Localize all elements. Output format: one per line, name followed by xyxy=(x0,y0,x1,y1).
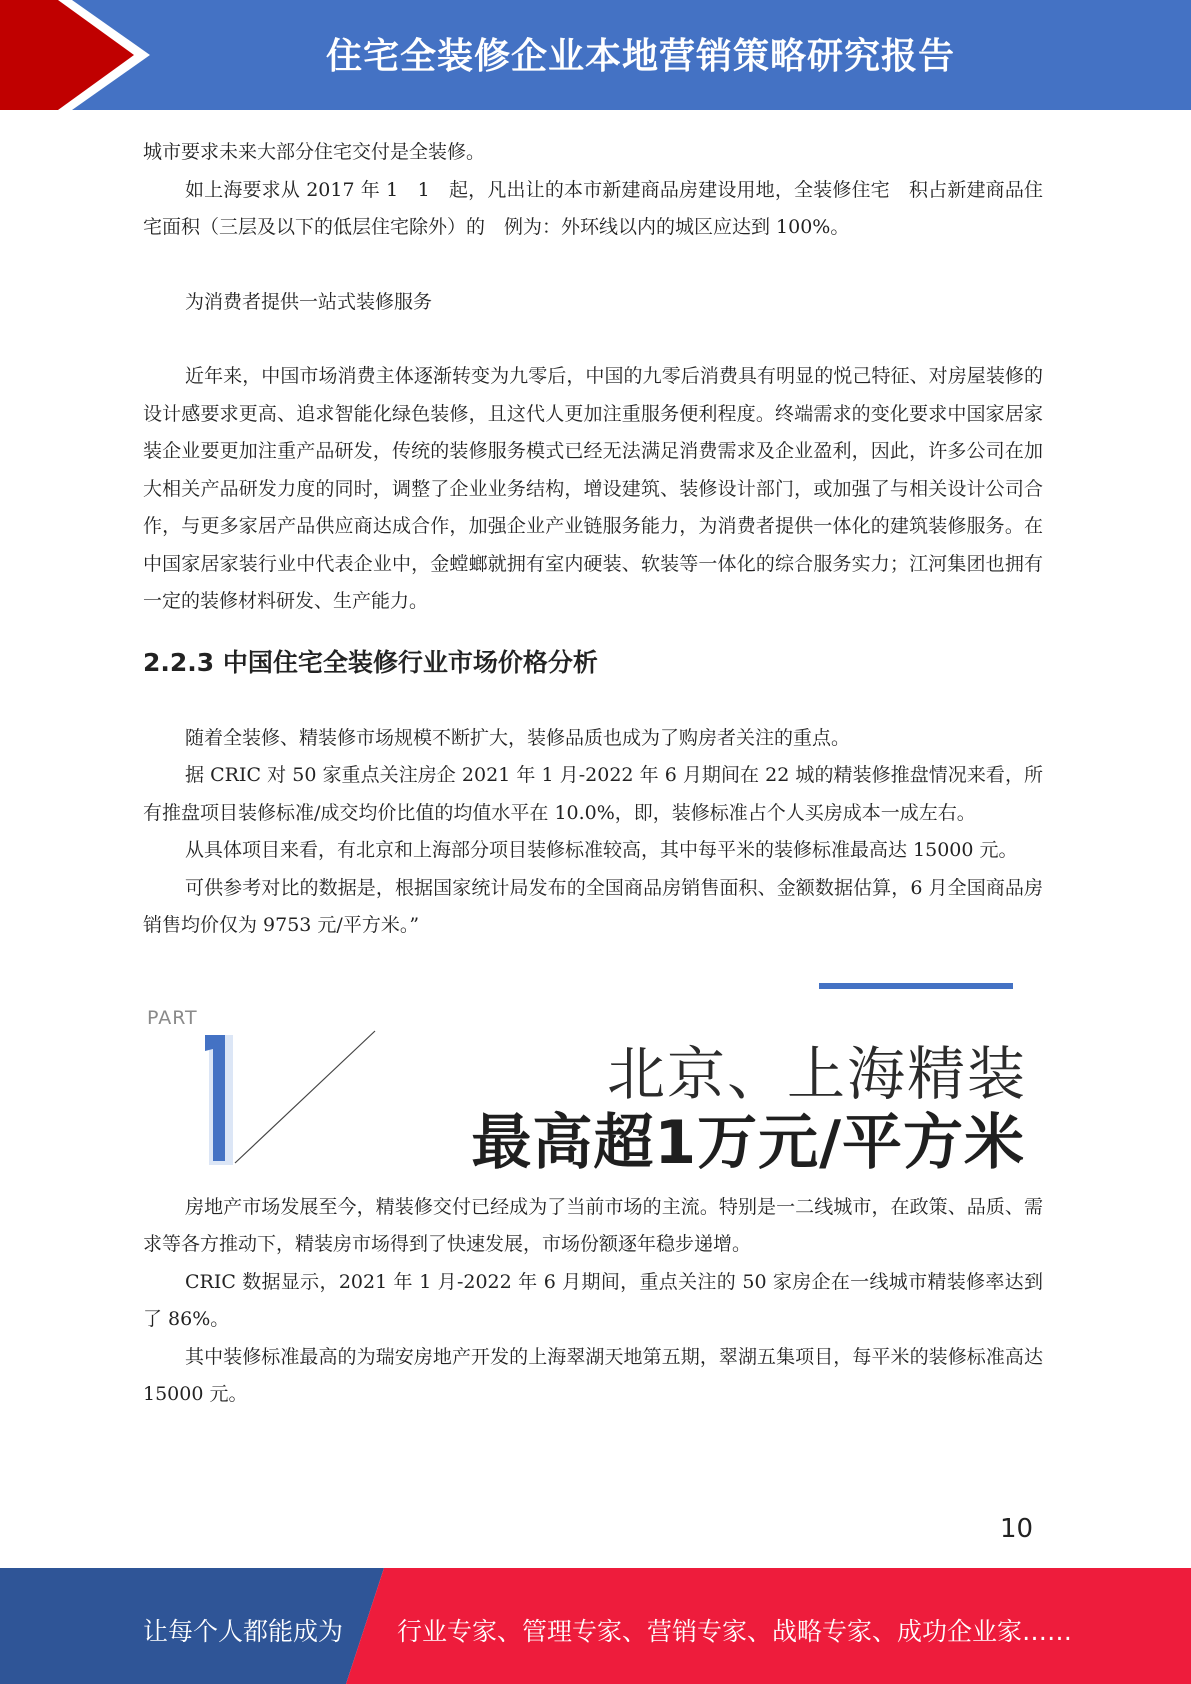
page-content xyxy=(143,134,1043,1414)
footer-band xyxy=(0,1568,1191,1684)
page-number: 10 xyxy=(1000,1514,1034,1544)
paragraph: 近年来，中国市场消费主体逐渐转变为九零后，中国的九零后消费具有明显的悦己特征、对房屋装修的设计感要求更高、追求智能化绿色装修，且这代人更加注重服务便利程度。终端需求的变化要求中国家居家装企业要更加注重产品研发，传统的装修服务模式已经无法满足消费需求及企业盈利，因此，许多公司在加大相关产品研发力度的同时，调整了企业业务结构，增设建筑、装修设计部门，或加强了与相关设计公司合作，与更多家居产品供应商达成合作，加强企业产业链服务能力，为消费者提供一体化的建筑装修服务。在中国家居家装行业中代表企业中，金螳螂就拥有室内硬装、软装等一体化的综合服务实力；江河集团也拥有一定的装修材料研发、生产能力。 xyxy=(143,365,1043,612)
banner-part-label: PART xyxy=(147,1006,198,1029)
header-band xyxy=(0,0,1191,110)
paragraph: 其中装修标准最高的为瑞安房地产开发的上海翠湖天地第五期，翠湖五集项目，每平米的装修标准高达 15000 元。 xyxy=(143,1345,1043,1405)
subheading-one-stop-service: 为消费者提供一站式装修服务 xyxy=(185,290,433,313)
paragraph: 可供参考对比的数据是，根据国家统计局发布的全国商品房销售面积、金额数据估算，6 月全国商品房销售均价仅为 9753 元/平方米。” xyxy=(143,876,1043,936)
footer-slogan-left: 让每个人都能成为 xyxy=(143,1617,344,1646)
footer-slogan-right: 行业专家、管理专家、营销专家、战略专家、成功企业家…… xyxy=(397,1617,1073,1646)
paragraph: 城市要求未来大部分住宅交付是全装修。 xyxy=(143,141,486,163)
banner-subheadline: 最高超1万元/平方米 xyxy=(471,1107,1025,1178)
banner-image xyxy=(143,971,1043,1178)
section-heading: 2.2.3 中国住宅全装修行业市场价格分析 xyxy=(143,647,598,677)
paragraph: 房地产市场发展至今，精装修交付已经成为了当前市场的主流。特别是一二线城市，在政策、品质、需求等各方推动下，精装房市场得到了快速发展，市场份额逐年稳步递增。 xyxy=(143,1195,1043,1255)
paragraph: 据 CRIC 对 50 家重点关注房企 2021 年 1 月-2022 年 6 月期间在 22 城的精装修推盘情况来看，所有推盘项目装修标准/成交均价比值的均值水平在 10.0%，即，装修标准占个人买房成本一成左右。 xyxy=(143,764,1043,824)
header-arrow-icon xyxy=(0,0,160,110)
paragraph: 从具体项目来看，有北京和上海部分项目装修标准较高，其中每平米的装修标准最高达 15000 元。 xyxy=(185,839,1018,861)
paragraph: CRIC 数据显示，2021 年 1 月-2022 年 6 月期间，重点关注的 50 家房企在一线城市精装修率达到了 86%。 xyxy=(143,1270,1043,1330)
paragraph: 如上海要求从 2017 年 1 1 起，凡出让的本市新建商品房建设用地，全装修住宅 积占新建商品住宅面积（三层及以下的低层住宅除外）的 例为：外环线以内的城区应达到 100%。 xyxy=(143,178,1043,238)
paragraph: 随着全装修、精装修市场规模不断扩大，装修品质也成为了购房者关注的重点。 xyxy=(185,726,851,749)
banner-headline: 北京、上海精装 xyxy=(606,1039,1027,1108)
report-title: 住宅全装修企业本地营销策略研究报告 xyxy=(325,36,955,77)
